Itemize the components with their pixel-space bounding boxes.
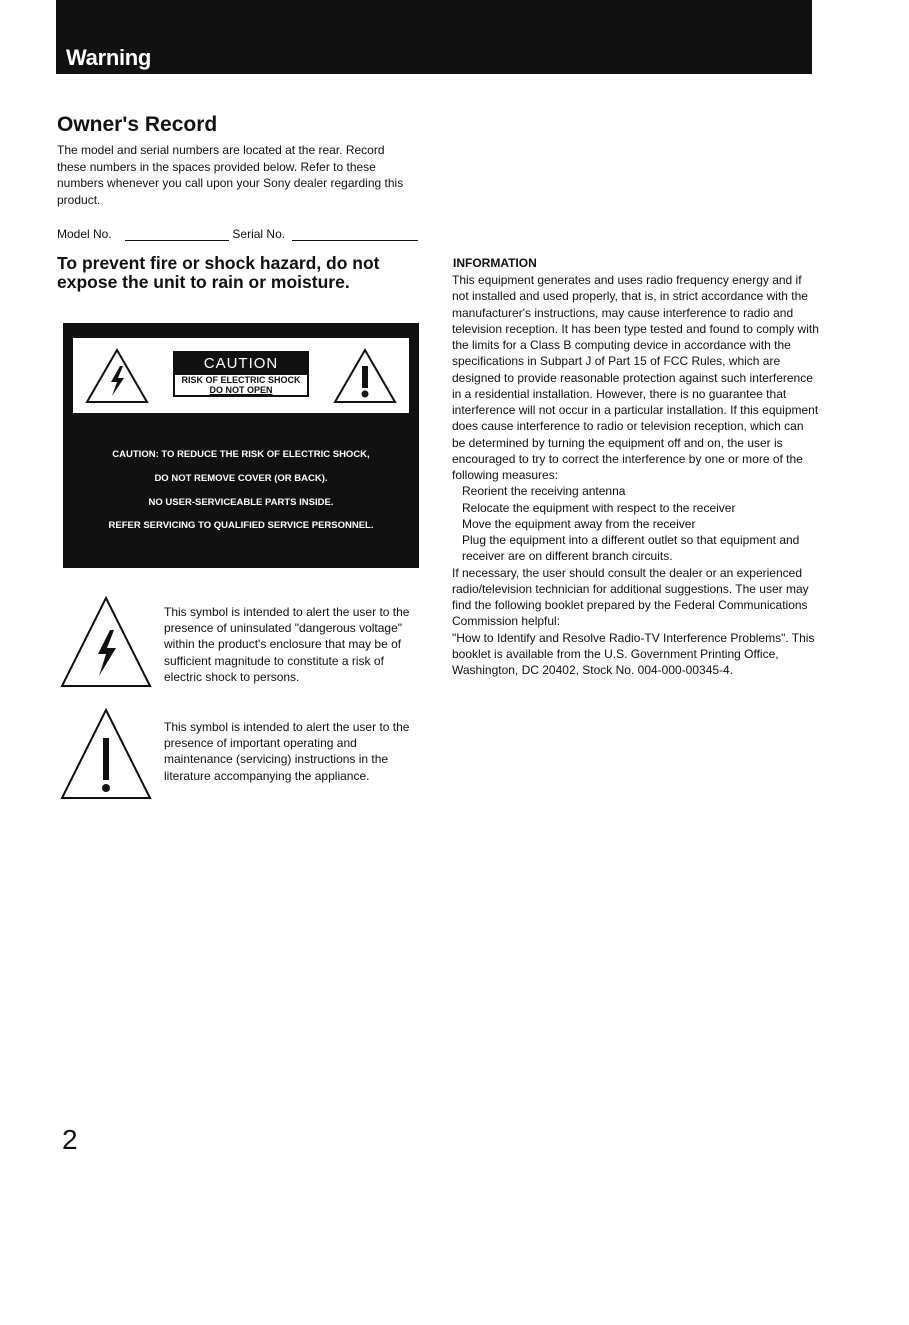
caution-text-line: NO USER-SERVICEABLE PARTS INSIDE. — [148, 497, 334, 508]
page-number: 2 — [62, 1124, 78, 1155]
measure-item: Reorient the receiving antenna — [462, 484, 626, 499]
fire-warning-heading: To prevent fire or shock hazard, do not expose the unit to rain or moisture. — [57, 253, 380, 292]
caution-text-line: DO NOT REMOVE COVER (OR BACK). — [154, 473, 328, 484]
lightning-symbol-text: This symbol is intended to alert the user to the presence of uninsulated "dangerous voltage" within the product's enclosure that may be of sufficient magnitude to constitute a risk of electric shock to persons. — [164, 605, 410, 684]
owners-record-text: The model and serial numbers are located at the rear. Record these numbers in the spaces provided below. Refer to these numbers whenever you call upon your Sony dealer regarding this product. — [57, 143, 404, 207]
serial-label: Serial No. — [232, 227, 286, 241]
information-booklet: "How to Identify and Resolve Radio-TV Interference Problems". This booklet is available from the U.S. Government Printing Office, Washington, DC 20402, Stock No. 004-000-00345-4. — [452, 630, 815, 677]
measure-item: Move the equipment away from the receiver — [462, 516, 696, 531]
record-fields — [57, 227, 437, 241]
lightning-warning-icon — [60, 596, 152, 688]
information-text — [452, 272, 820, 678]
caution-plate — [173, 351, 309, 397]
measure-item: Relocate the equipment with respect to the receiver — [462, 500, 736, 515]
caution-do-not-open: DO NOT OPEN — [209, 385, 273, 395]
information-followup: If necessary, the user should consult the dealer or an experienced radio/television technician for additional suggestions. The user may find the following booklet prepared by the Federal Communications Commission helpful: — [452, 565, 809, 629]
caution-risk-line: RISK OF ELECTRIC SHOCK — [181, 375, 301, 385]
measure-item: Plug the equipment into a different outlet so that equipment and receiver are on different branch circuits. — [462, 533, 800, 564]
page-title: Warning — [66, 45, 152, 70]
caution-header — [73, 338, 409, 413]
model-blank — [125, 230, 229, 241]
serial-blank — [292, 230, 418, 241]
exclamation-warning-icon — [333, 348, 397, 404]
owners-record-title: Owner's Record — [57, 113, 218, 136]
exclamation-warning-icon — [60, 708, 152, 800]
exclamation-symbol-text: This symbol is intended to alert the user to the presence of important operating and maintenance (servicing) instructions in the literature accompanying the appliance. — [164, 720, 410, 783]
caution-word: CAUTION — [175, 353, 307, 375]
information-heading: INFORMATION — [453, 256, 537, 270]
information-intro: This equipment generates and uses radio frequency energy and if not installed and used properly, that is, in strict accordance with the manufacturer's instructions, may cause interference to radio and television reception. It has been type tested and found to comply with the limits for a Class B computing device in accordance with the specifications in Subpart J of Part 15 of FCC Rules, which are designed to provide reasonable protection against such interference in a residential installation. However, there is no guarantee that interference will not occur in a particular installation. If this equipment does cause interference to radio or television reception, which can be determined by turning the equipment off and on, the user is encouraged to try to correct the interference by one or more of the following measures: — [452, 273, 819, 482]
caution-text-line: CAUTION: TO REDUCE THE RISK OF ELECTRIC SHOCK, — [112, 449, 370, 460]
model-label: Model No. — [57, 227, 112, 241]
caution-text-line: REFER SERVICING TO QUALIFIED SERVICE PERSONNEL. — [108, 520, 374, 531]
lightning-warning-icon — [85, 348, 149, 404]
caution-label — [63, 323, 419, 568]
header-bar — [56, 0, 812, 74]
